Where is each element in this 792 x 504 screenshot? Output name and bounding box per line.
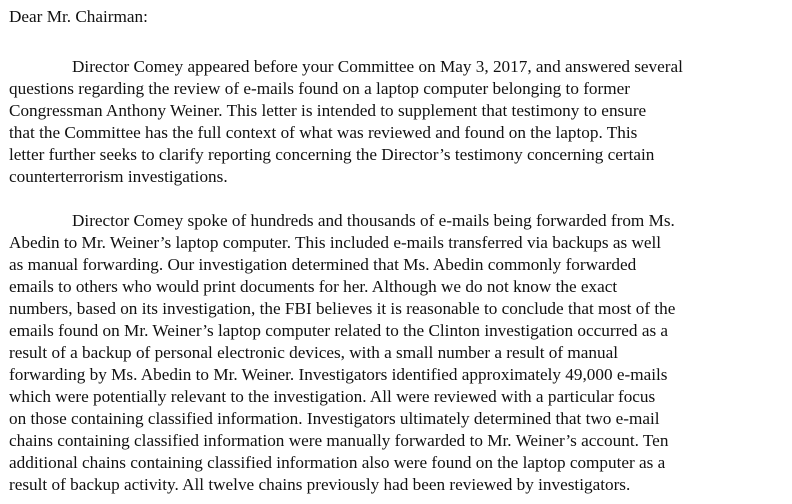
paragraph-2-line-13: result of backup activity. All twelve chains previously had been reviewed by investigators. (9, 475, 631, 494)
paragraph-2-line-4: emails to others who would print documents for her. Although we do not know the exact (9, 277, 618, 296)
salutation: Dear Mr. Chairman: (9, 7, 148, 26)
paragraph-2-line-9: which were potentially relevant to the investigation. All were reviewed with a particular focus (9, 387, 656, 406)
paragraph-1-line-1: Director Comey appeared before your Committee on May 3, 2017, and answered several (72, 57, 683, 76)
paragraph-2-line-7: result of a backup of personal electronic devices, with a small number a result of manual (9, 343, 618, 362)
paragraph-2-line-12: additional chains containing classified information also were found on the laptop computer as a (9, 453, 666, 472)
paragraph-1-line-4: that the Committee has the full context of what was reviewed and found on the laptop. This (9, 123, 638, 142)
paragraph-2-line-2: Abedin to Mr. Weiner’s laptop computer. This included e-mails transferred via backups as well (9, 233, 662, 252)
paragraph-1-line-3: Congressman Anthony Weiner. This letter is intended to supplement that testimony to ensure (9, 101, 647, 120)
paragraph-2-line-11: chains containing classified information were manually forwarded to Mr. Weiner’s account. Ten (9, 431, 669, 450)
paragraph-1-line-6: counterterrorism investigations. (9, 167, 228, 186)
paragraph-1-line-5: letter further seeks to clarify reporting concerning the Director’s testimony concerning certain (9, 145, 655, 164)
paragraph-2-line-8: forwarding by Ms. Abedin to Mr. Weiner. Investigators identified approximately 49,000 e-mails (9, 365, 668, 384)
paragraph-2-line-5: numbers, based on its investigation, the FBI believes it is reasonable to conclude that most of the (9, 299, 676, 318)
paragraph-2-line-6: emails found on Mr. Weiner’s laptop computer related to the Clinton investigation occurred as a (9, 321, 669, 340)
paragraph-2-line-1: Director Comey spoke of hundreds and thousands of e-mails being forwarded from Ms. (72, 211, 675, 230)
paragraph-2-line-10: on those containing classified information. Investigators ultimately determined that two e-mail (9, 409, 660, 428)
paragraph-1-line-2: questions regarding the review of e-mails found on a laptop computer belonging to former (9, 79, 630, 98)
paragraph-2-line-3: as manual forwarding. Our investigation determined that Ms. Abedin commonly forwarded (9, 255, 637, 274)
